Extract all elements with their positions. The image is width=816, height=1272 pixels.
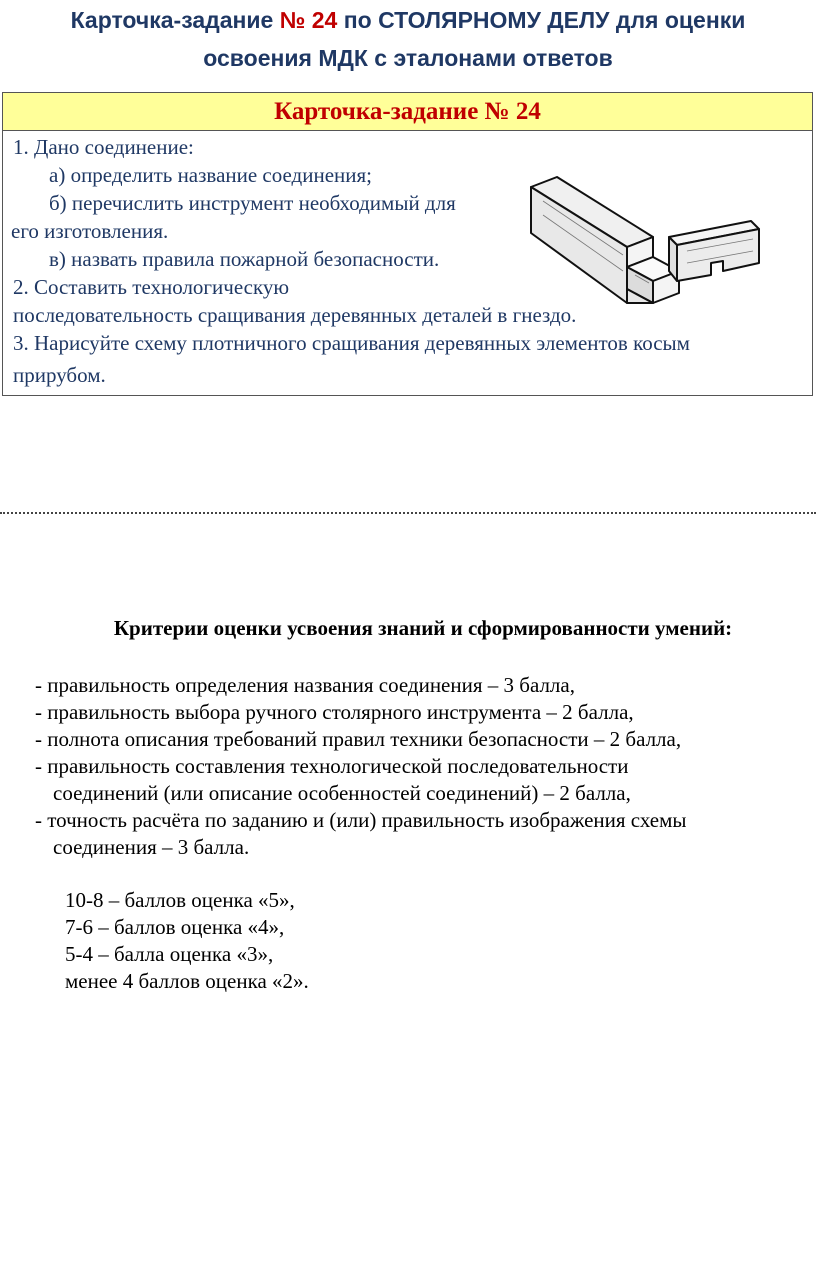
- page-title: [0, 0, 816, 77]
- task-line: а) определить название соединения;: [49, 163, 373, 187]
- grade-line: 5-4 – балла оценка «3»,: [65, 942, 274, 966]
- grade-line: менее 4 баллов оценка «2».: [65, 969, 309, 993]
- criteria-heading: Критерии оценки усвоения знаний и сформированности умений:: [113, 616, 733, 640]
- title-number: № 24: [279, 7, 338, 33]
- title-text-cont: по СТОЛЯРНОМУ ДЕЛУ для оценки: [337, 7, 746, 33]
- grade-line: 7-6 – баллов оценка «4»,: [65, 915, 285, 939]
- criteria-item: - правильность определения названия соединения – 3 балла,: [35, 673, 575, 697]
- criteria-item: - полнота описания требований правил техники безопасности – 2 балла,: [35, 727, 682, 751]
- title-line-1: [0, 1, 816, 39]
- task-line: 3. Нарисуйте схему плотничного сращивания деревянных элементов косым: [13, 331, 690, 355]
- task-line: его изготовления.: [11, 219, 169, 243]
- criteria-item: - точность расчёта по заданию и (или) правильность изображения схемы: [35, 808, 687, 832]
- task-line: прирубом.: [13, 363, 106, 387]
- criteria-item: соединения – 3 балла.: [53, 835, 250, 859]
- task-card-body: [3, 131, 812, 396]
- task-line: 2. Составить технологическую: [13, 275, 290, 299]
- task-line: в) назвать правила пожарной безопасности.: [49, 247, 440, 271]
- task-card: [2, 92, 813, 396]
- grade-line: 10-8 – баллов оценка «5»,: [65, 888, 295, 912]
- task-line: последовательность сращивания деревянных деталей в гнездо.: [13, 303, 577, 327]
- wood-joint-illustration: [523, 171, 763, 321]
- criteria-item: - правильность составления технологической последовательности: [35, 754, 629, 778]
- title-text: Карточка-задание: [70, 7, 280, 33]
- cut-line-divider: [0, 512, 816, 514]
- criteria-item: соединений (или описание особенностей соединений) – 2 балла,: [53, 781, 631, 805]
- task-card-heading: Карточка-задание № 24: [3, 93, 812, 131]
- task-line: б) перечислить инструмент необходимый для: [49, 191, 456, 215]
- criteria-item: - правильность выбора ручного столярного инструмента – 2 балла,: [35, 700, 634, 724]
- title-line-2: освоения МДК с эталонами ответов: [203, 45, 613, 71]
- task-line: 1. Дано соединение:: [13, 135, 194, 159]
